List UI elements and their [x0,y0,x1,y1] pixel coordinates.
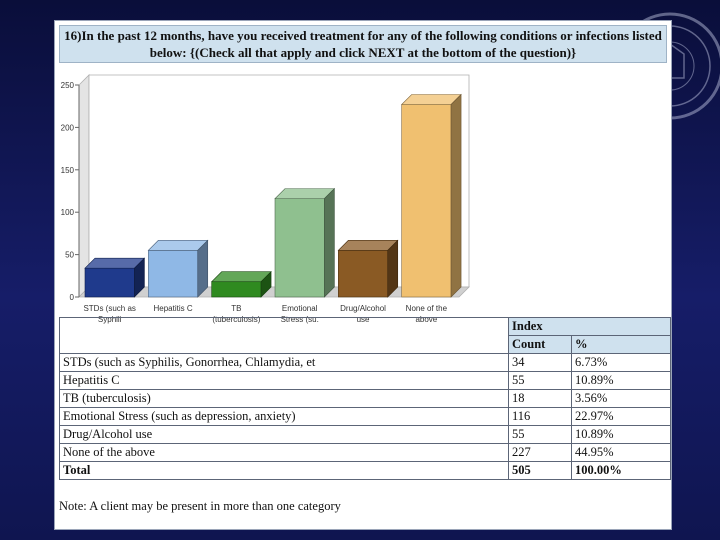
total-count: 505 [509,462,572,480]
count-header: Count [509,336,572,354]
row-label: Hepatitis C [60,372,509,390]
row-pct: 3.56% [572,390,671,408]
row-count: 34 [509,354,572,372]
question-line-2: below: {(Check all that apply and click NEXT at the bottom of the question)} [149,45,577,60]
row-pct: 44.95% [572,444,671,462]
table-corner-cell [60,318,509,354]
table-row [60,426,671,444]
row-count: 227 [509,444,572,462]
table-row [60,372,671,390]
survey-panel [54,20,672,530]
x-tick-label: Emotional Stress (su. [280,304,319,324]
x-tick-label: None of the above [405,304,448,324]
row-label: None of the above [60,444,509,462]
chart-side-wall [79,75,89,297]
total-pct: 100.00% [572,462,671,480]
row-label: STDs (such as Syphilis, Gonorrhea, Chlamydia, et [60,354,509,372]
bar [148,250,197,297]
bar [212,282,261,297]
row-label: TB (tuberculosis) [60,390,509,408]
row-pct: 10.89% [572,372,671,390]
index-header: Index [509,318,671,336]
row-count: 116 [509,408,572,426]
footnote: Note: A client may be present in more than one category [59,499,341,513]
table-total-row [60,462,671,480]
pct-header: % [572,336,671,354]
bar-chart [55,65,655,333]
bar-side [388,240,398,297]
bar-side [451,95,461,297]
question-line-1: 16)In the past 12 months, have you received treatment for any of the following conditions or infections listed [64,28,662,43]
y-tick-label: 0 [69,293,74,302]
row-count: 55 [509,426,572,444]
bar [275,199,324,297]
row-pct: 10.89% [572,426,671,444]
bar [338,250,387,297]
x-tick-label: Hepatitis C [153,304,193,313]
row-label: Drug/Alcohol use [60,426,509,444]
bar-side [198,240,208,297]
x-tick-label: STDs (such as Syphili [83,304,136,324]
row-pct: 22.97% [572,408,671,426]
question-header [59,25,667,63]
row-pct: 6.73% [572,354,671,372]
row-count: 18 [509,390,572,408]
y-tick-label: 250 [60,81,74,90]
row-label: Emotional Stress (such as depression, anxiety) [60,408,509,426]
bar [402,105,451,297]
bar [85,268,134,297]
y-tick-label: 200 [60,123,74,133]
stats-table [59,317,671,480]
table-row [60,390,671,408]
table-row [60,408,671,426]
x-tick-label: TB (tuberculosis) [212,304,261,324]
table-row [60,444,671,462]
bar-side [324,189,334,297]
table-header-row [60,318,671,336]
row-count: 55 [509,372,572,390]
y-tick-label: 50 [65,250,74,260]
y-tick-label: 150 [60,165,74,175]
x-tick-label: Drug/Alcohol use [340,304,386,324]
table-row [60,354,671,372]
total-label: Total [60,462,509,480]
y-tick-label: 100 [60,208,74,218]
